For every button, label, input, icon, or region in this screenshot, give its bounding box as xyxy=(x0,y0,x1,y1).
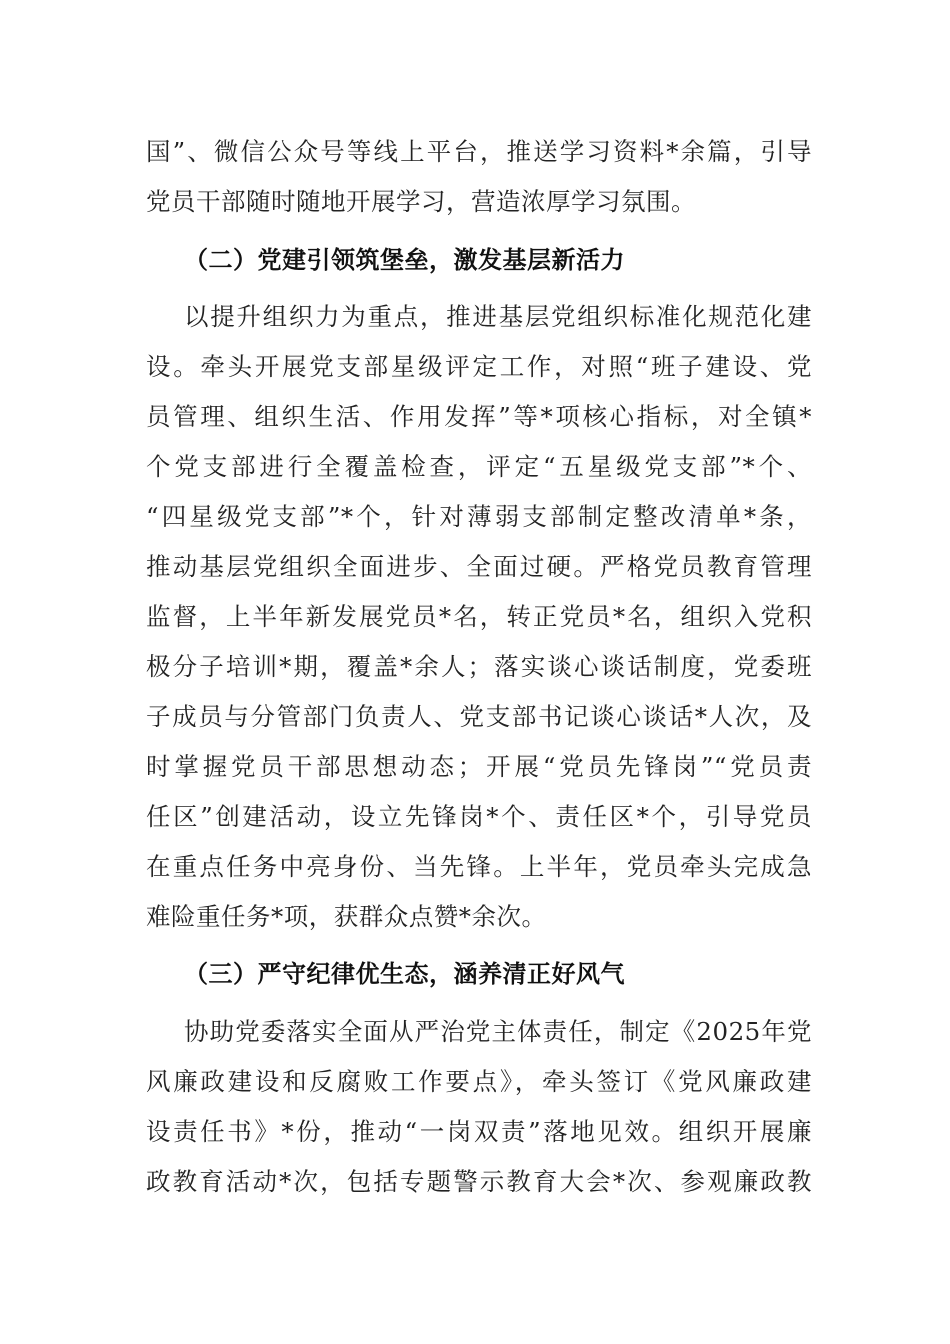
paragraph-2-line-9: 子成员与分管部门负责人、党支部书记谈心谈话*人次，及 xyxy=(146,702,812,731)
paragraph-3-line-3: 设责任书》*份，推动“一岗双责”落地见效。组织开展廉 xyxy=(146,1117,812,1146)
paragraph-2-line-1: 以提升组织力为重点，推进基层党组织标准化规范化建 xyxy=(184,302,812,331)
paragraph-2-line-12: 在重点任务中亮身份、当先锋。上半年，党员牵头完成急 xyxy=(146,852,812,881)
paragraph-2-line-11: 任区”创建活动，设立先锋岗*个、责任区*个，引导党员 xyxy=(146,802,812,831)
paragraph-2-line-6: 推动基层党组织全面进步、全面过硬。严格党员教育管理 xyxy=(146,552,812,581)
section-heading-2: （二）党建引领筑堡垒，激发基层新活力 xyxy=(184,246,625,274)
paragraph-3-line-1: 协助党委落实全面从严治党主体责任，制定《2025年党 xyxy=(184,1017,812,1046)
paragraph-1-line-1: 国”、微信公众号等线上平台，推送学习资料*余篇，引导 xyxy=(146,137,812,166)
paragraph-2-line-5: “四星级党支部”*个，针对薄弱支部制定整改清单*条， xyxy=(146,502,812,531)
paragraph-3-line-4: 政教育活动*次，包括专题警示教育大会*次、参观廉政教 xyxy=(146,1167,812,1196)
paragraph-2-line-3: 员管理、组织生活、作用发挥”等*项核心指标，对全镇* xyxy=(146,402,812,431)
paragraph-2-line-13: 难险重任务*项，获群众点赞*余次。 xyxy=(146,902,547,931)
paragraph-1-line-2: 党员干部随时随地开展学习，营造浓厚学习氛围。 xyxy=(146,187,696,216)
paragraph-2-line-2: 设。牵头开展党支部星级评定工作，对照“班子建设、党 xyxy=(146,352,812,381)
paragraph-2-line-7: 监督，上半年新发展党员*名，转正党员*名，组织入党积 xyxy=(146,602,812,631)
paragraph-2-line-10: 时掌握党员干部思想动态；开展“党员先锋岗”“党员责 xyxy=(146,752,812,781)
paragraph-2-line-4: 个党支部进行全覆盖检查，评定“五星级党支部”*个、 xyxy=(146,452,812,481)
paragraph-2-line-8: 极分子培训*期，覆盖*余人；落实谈心谈话制度，党委班 xyxy=(146,652,812,681)
section-heading-3: （三）严守纪律优生态，涵养清正好风气 xyxy=(184,960,625,988)
paragraph-3-line-2: 风廉政建设和反腐败工作要点》，牵头签订《党风廉政建 xyxy=(146,1067,812,1096)
